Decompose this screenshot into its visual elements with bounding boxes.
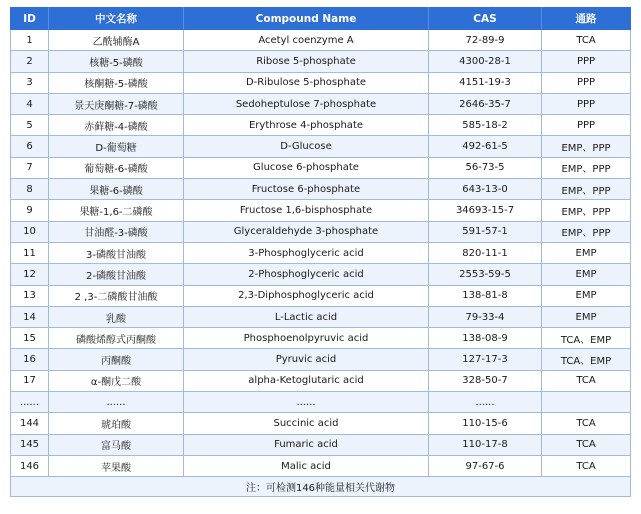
cell-chinese-name: 核糖-5-磷酸: [49, 51, 184, 72]
table-row: [11, 349, 631, 370]
cell-id: ......: [11, 392, 49, 413]
table-footer: [11, 477, 631, 497]
table-row: [11, 30, 631, 51]
cell-pathway: EMP、PPP: [542, 179, 631, 200]
cell-pathway: PPP: [542, 51, 631, 72]
cell-pathway: TCA、EMP: [542, 349, 631, 370]
cell-id: 144: [11, 413, 49, 434]
table-row: [11, 392, 631, 413]
table-row: [11, 285, 631, 306]
cell-id: 4: [11, 93, 49, 114]
cell-chinese-name: 果糖-6-磷酸: [49, 179, 184, 200]
cell-compound-name: D-Glucose: [184, 136, 429, 157]
cell-chinese-name: 景天庚酮糖-7-磷酸: [49, 93, 184, 114]
table-row: [11, 221, 631, 242]
cell-cas: 492-61-5: [429, 136, 542, 157]
cell-compound-name: D-Ribulose 5-phosphate: [184, 72, 429, 93]
cell-pathway: PPP: [542, 115, 631, 136]
cell-pathway: TCA: [542, 30, 631, 51]
cell-compound-name: 2,3-Diphosphoglyceric acid: [184, 285, 429, 306]
cell-compound-name: Erythrose 4-phosphate: [184, 115, 429, 136]
cell-compound-name: Glyceraldehyde 3-phosphate: [184, 221, 429, 242]
cell-pathway: EMP: [542, 242, 631, 263]
table-row: [11, 179, 631, 200]
cell-cas: 72-89-9: [429, 30, 542, 51]
cell-chinese-name: 甘油醛-3-磷酸: [49, 221, 184, 242]
cell-chinese-name: 磷酸烯醇式丙酮酸: [49, 328, 184, 349]
cell-id: 15: [11, 328, 49, 349]
note-row: [11, 477, 631, 497]
cell-compound-name: Sedoheptulose 7-phosphate: [184, 93, 429, 114]
table-row: [11, 93, 631, 114]
cell-compound-name: ......: [184, 392, 429, 413]
table-row: [11, 455, 631, 476]
cell-cas: 138-08-9: [429, 328, 542, 349]
cell-id: 2: [11, 51, 49, 72]
cell-cas: 2553-59-5: [429, 264, 542, 285]
cell-compound-name: 2-Phosphoglyceric acid: [184, 264, 429, 285]
table-row: [11, 72, 631, 93]
cell-compound-name: Fructose 1,6-bisphosphate: [184, 200, 429, 221]
cell-compound-name: alpha-Ketoglutaric acid: [184, 370, 429, 391]
cell-cas: 820-11-1: [429, 242, 542, 263]
cell-compound-name: L-Lactic acid: [184, 306, 429, 327]
cell-pathway: TCA: [542, 434, 631, 455]
cell-cas: 127-17-3: [429, 349, 542, 370]
footnote: 注：可检测146种能量相关代谢物: [11, 477, 631, 497]
cell-chinese-name: 2-磷酸甘油酸: [49, 264, 184, 285]
cell-id: 1: [11, 30, 49, 51]
metabolite-table: [10, 7, 631, 497]
cell-chinese-name: 赤藓糖-4-磷酸: [49, 115, 184, 136]
cell-chinese-name: 苹果酸: [49, 455, 184, 476]
table-row: [11, 306, 631, 327]
cell-compound-name: Malic acid: [184, 455, 429, 476]
cell-chinese-name: 核酮糖-5-磷酸: [49, 72, 184, 93]
cell-pathway: TCA、EMP: [542, 328, 631, 349]
table-row: [11, 200, 631, 221]
header-row: [11, 8, 631, 30]
cell-pathway: EMP、PPP: [542, 200, 631, 221]
cell-cas: 4300-28-1: [429, 51, 542, 72]
cell-id: 13: [11, 285, 49, 306]
table-row: [11, 370, 631, 391]
cell-cas: 328-50-7: [429, 370, 542, 391]
cell-pathway: PPP: [542, 93, 631, 114]
cell-cas: 591-57-1: [429, 221, 542, 242]
cell-cas: 643-13-0: [429, 179, 542, 200]
cell-chinese-name: 葡萄糖-6-磷酸: [49, 157, 184, 178]
cell-chinese-name: ......: [49, 392, 184, 413]
header-id: ID: [11, 8, 49, 30]
cell-pathway: TCA: [542, 370, 631, 391]
cell-compound-name: Ribose 5-phosphate: [184, 51, 429, 72]
header-chinese-name: 中文名称: [49, 8, 184, 30]
cell-compound-name: Acetyl coenzyme A: [184, 30, 429, 51]
cell-id: 3: [11, 72, 49, 93]
cell-compound-name: 3-Phosphoglyceric acid: [184, 242, 429, 263]
table-row: [11, 264, 631, 285]
cell-compound-name: Fructose 6-phosphate: [184, 179, 429, 200]
cell-cas: 34693-15-7: [429, 200, 542, 221]
cell-chinese-name: 果糖-1,6-二磷酸: [49, 200, 184, 221]
cell-chinese-name: 富马酸: [49, 434, 184, 455]
cell-chinese-name: 丙酮酸: [49, 349, 184, 370]
cell-id: 12: [11, 264, 49, 285]
table-row: [11, 434, 631, 455]
cell-pathway: EMP、PPP: [542, 157, 631, 178]
cell-id: 14: [11, 306, 49, 327]
cell-cas: 110-17-8: [429, 434, 542, 455]
header-compound-name: Compound Name: [184, 8, 429, 30]
cell-id: 7: [11, 157, 49, 178]
cell-id: 145: [11, 434, 49, 455]
cell-cas: 585-18-2: [429, 115, 542, 136]
table-row: [11, 115, 631, 136]
cell-chinese-name: 琥珀酸: [49, 413, 184, 434]
cell-id: 10: [11, 221, 49, 242]
table-row: [11, 157, 631, 178]
cell-cas: 4151-19-3: [429, 72, 542, 93]
cell-cas: 110-15-6: [429, 413, 542, 434]
cell-id: 16: [11, 349, 49, 370]
cell-pathway: EMP、PPP: [542, 221, 631, 242]
table-row: [11, 242, 631, 263]
header-cas: CAS: [429, 8, 542, 30]
cell-id: 6: [11, 136, 49, 157]
cell-id: 17: [11, 370, 49, 391]
cell-chinese-name: 3-磷酸甘油酸: [49, 242, 184, 263]
metabolite-table-container: [10, 7, 630, 497]
cell-compound-name: Glucose 6-phosphate: [184, 157, 429, 178]
cell-chinese-name: α-酮戊二酸: [49, 370, 184, 391]
cell-cas: 138-81-8: [429, 285, 542, 306]
cell-id: 8: [11, 179, 49, 200]
cell-pathway: EMP: [542, 285, 631, 306]
cell-pathway: EMP、PPP: [542, 136, 631, 157]
cell-compound-name: Phosphoenolpyruvic acid: [184, 328, 429, 349]
cell-chinese-name: 乳酸: [49, 306, 184, 327]
table-row: [11, 413, 631, 434]
cell-chinese-name: 2 ,3-二磷酸甘油酸: [49, 285, 184, 306]
cell-id: 146: [11, 455, 49, 476]
cell-pathway: EMP: [542, 306, 631, 327]
table-row: [11, 328, 631, 349]
cell-compound-name: Fumaric acid: [184, 434, 429, 455]
header-pathway: 通路: [542, 8, 631, 30]
table-body: [11, 30, 631, 477]
cell-pathway: [542, 392, 631, 413]
cell-id: 11: [11, 242, 49, 263]
cell-cas: ......: [429, 392, 542, 413]
cell-compound-name: Pyruvic acid: [184, 349, 429, 370]
cell-pathway: PPP: [542, 72, 631, 93]
table-header: [11, 8, 631, 30]
cell-cas: 79-33-4: [429, 306, 542, 327]
cell-chinese-name: 乙酰辅酶A: [49, 30, 184, 51]
cell-cas: 2646-35-7: [429, 93, 542, 114]
cell-cas: 56-73-5: [429, 157, 542, 178]
cell-chinese-name: D-葡萄糖: [49, 136, 184, 157]
cell-pathway: TCA: [542, 413, 631, 434]
cell-id: 5: [11, 115, 49, 136]
cell-compound-name: Succinic acid: [184, 413, 429, 434]
cell-cas: 97-67-6: [429, 455, 542, 476]
table-row: [11, 51, 631, 72]
cell-pathway: TCA: [542, 455, 631, 476]
table-row: [11, 136, 631, 157]
cell-id: 9: [11, 200, 49, 221]
cell-pathway: EMP: [542, 264, 631, 285]
